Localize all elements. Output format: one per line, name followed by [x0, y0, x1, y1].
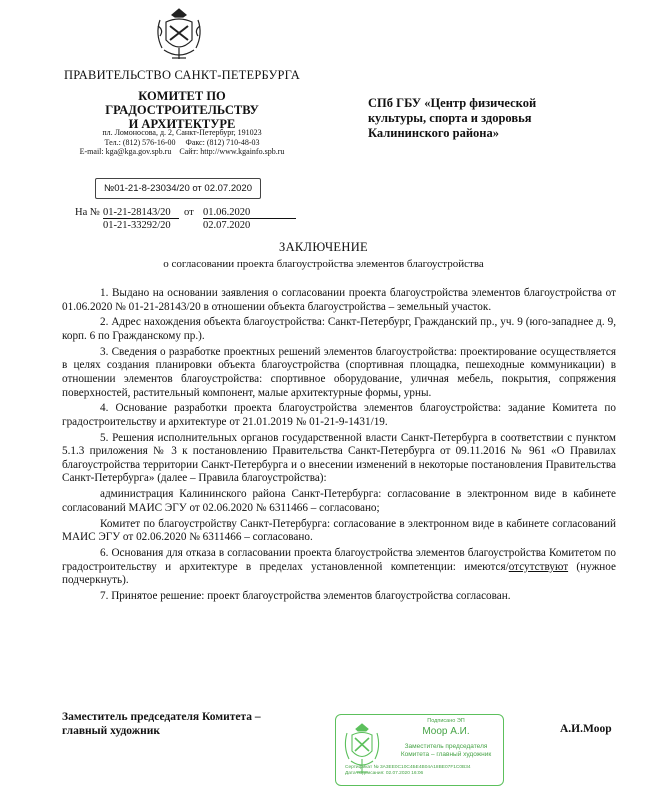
reference-date-2: 02.07.2020 — [203, 220, 251, 231]
reference-ot-label: от — [184, 207, 194, 218]
stamp-header: Подписано ЭП — [427, 718, 465, 724]
registration-number-box: №01-21-8-23034/20 от 02.07.2020 — [95, 178, 261, 199]
fax: Факс: (812) 710-48-03 — [185, 137, 260, 147]
reference-number-2: 01-21-33292/20 — [103, 220, 171, 231]
email: E-mail: kga@kga.gov.spb.ru — [79, 147, 172, 156]
spb-coat-of-arms-icon — [152, 6, 206, 62]
paragraph-4: 4. Основание разработки проекта благоустройства элементов благоустройства: задание Комитета по градостроительству и архитектуре от 21.01.2019 № 01-21-9-1431/19. — [62, 402, 616, 428]
reference-na-label: На № — [75, 207, 100, 218]
stamp-certificate: Сертификат № 3А3ЕЕ0С10С4БЕ4В04А18ВЕ07F1С0В34 — [345, 765, 471, 770]
government-name: ПРАВИТЕЛЬСТВО САНКТ-ПЕТЕРБУРГА — [64, 68, 300, 82]
email-site-row — [62, 147, 302, 157]
signatory-position — [62, 710, 261, 738]
paragraph-5: 5. Решения исполнительных органов государственной власти Санкт-Петербурга в соответствии с пунктом 5.1.3 приложения № 3 к постановлению Правительства Санкт-Петербурга от 09.11.2016 № 961 «О Правилах благоустройства территории Санкт-Петербурга и о внесении изменений в некоторые постановления Правительства Санкт-Петербурга» (далее – Правила благоустройства): — [62, 431, 616, 485]
reference-number-1: 01-21-28143/20 — [103, 207, 179, 219]
signatory-position-line2: главный художник — [62, 725, 160, 737]
document-title: ЗАКЛЮЧЕНИЕ — [279, 240, 368, 254]
postal-address: пл. Ломоносова, д. 2, Санкт-Петербург, 191023 — [102, 128, 262, 137]
paragraph-3: 3. Сведения о разработке проектных решений элементов благоустройства: проектирование осуществляется в целях создания планировки объекта благоустройства (спортивная площадка, пешеходные коммуникации) в отношении элементов благоустройства: спортивное оборудование, уличная мебель, покрытия, сопряжения поверхностей, растительный компонент, малые архитектурные формы, урны. — [62, 345, 616, 399]
paragraph-6-underlined: отсутствуют — [508, 560, 569, 573]
paragraph-1: 1. Выдано на основании заявления о согласовании проекта благоустройства элементов благоустройства от 01.06.2020 № 01-21-28143/20 в отношении объекта благоустройства – земельный участок. — [62, 287, 616, 313]
stamp-signer-role — [394, 743, 498, 758]
committee-contacts — [62, 128, 302, 157]
paragraph-5-improvement-committee: Комитет по благоустройству Санкт-Петербурга: согласование в электронном виде в кабинете согласований МАИС ЭГУ от 02.06.2020 № 6311466 – согласовано. — [62, 517, 616, 544]
recipient-block — [368, 96, 568, 141]
stamp-signer-name: Моор А.И. — [422, 726, 470, 737]
phone: Тел.: (812) 576-16-00 — [104, 137, 176, 147]
committee-name — [62, 89, 302, 131]
paragraph-6 — [62, 547, 616, 588]
paragraph-6-text: 6. Основания для отказа в согласовании проекта благоустройства элементов благоустройства Комитетом по градостроительству и архитектуре в пределах установленной компетенции: имеются/ — [62, 547, 616, 573]
reference-date-1: 01.06.2020 — [203, 207, 296, 219]
stamp-certificate-info — [345, 765, 497, 777]
committee-name-line1: КОМИТЕТ ПО ГРАДОСТРОИТЕЛЬСТВУ — [105, 89, 259, 117]
stamp-date: Дата подписания: 02.07.2020 16:06 — [345, 771, 424, 776]
recipient-line1: СПб ГБУ «Центр физической — [368, 96, 537, 110]
electronic-signature-stamp — [335, 714, 504, 786]
paragraph-7: 7. Принятое решение: проект благоустройства элементов благоустройства согласован. — [100, 589, 511, 602]
signatory-position-line1: Заместитель председателя Комитета – — [62, 711, 261, 723]
stamp-role-line1: Заместитель председателя — [404, 743, 488, 750]
phone-fax-row — [62, 138, 302, 148]
signatory-name: А.И.Моор — [560, 723, 612, 735]
paragraph-6-end: (нужное подчеркнуть). — [62, 560, 616, 587]
document-subtitle: о согласовании проекта благоустройства элементов благоустройства — [163, 258, 484, 270]
recipient-line3: Калининского района» — [368, 126, 500, 140]
paragraph-5-district-admin: администрация Калининского района Санкт-Петербурга: согласование в электронном виде в кабинете согласований МАИС ЭГУ от 02.06.2020 № 6311466 – согласовано; — [62, 488, 616, 514]
recipient-line2: культуры, спорта и здоровья — [368, 111, 532, 125]
paragraph-2: 2. Адрес нахождения объекта благоустройства: Санкт-Петербург, Гражданский пр., уч. 9 (юго-западнее д. 9, корп. 6 по Гражданскому пр.). — [62, 316, 616, 342]
committee-name-line2: И АРХИТЕКТУРЕ — [128, 117, 236, 131]
document-body — [62, 287, 616, 606]
stamp-role-line2: Комитета – главный художник — [400, 750, 492, 758]
website: Сайт: http://www.kgainfo.spb.ru — [179, 147, 285, 156]
